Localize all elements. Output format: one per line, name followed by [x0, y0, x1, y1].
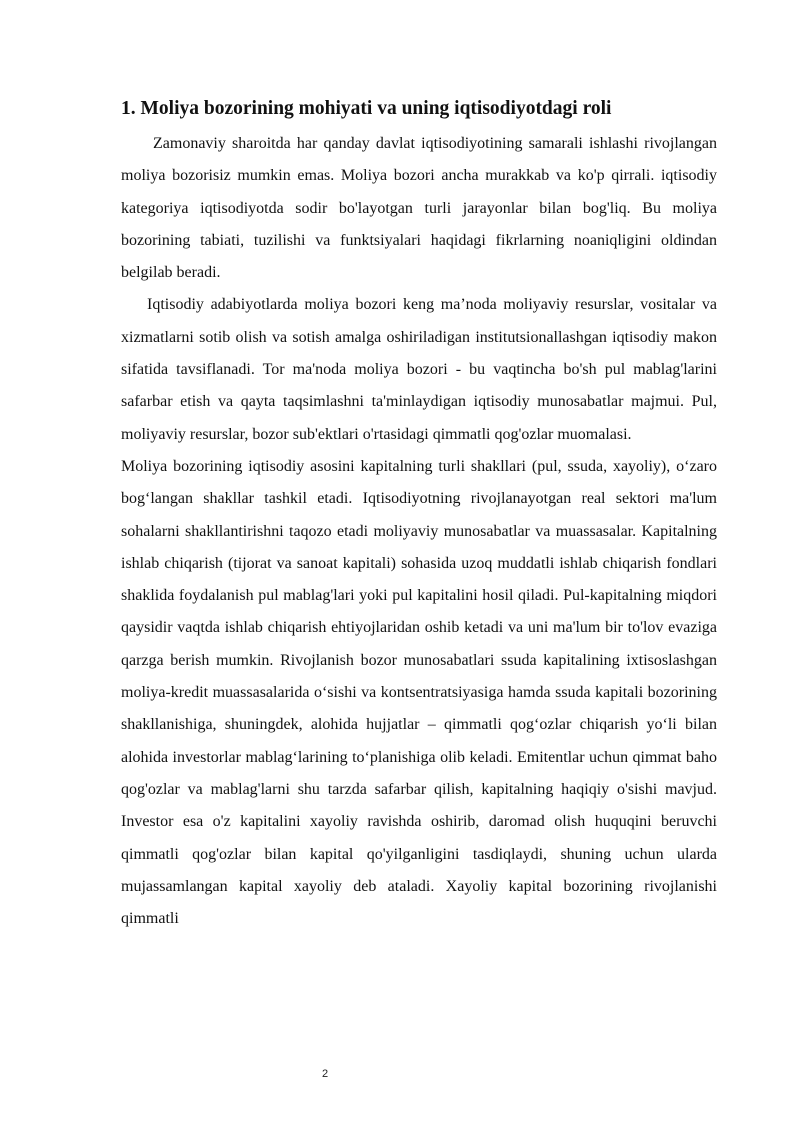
paragraph-intro: Zamonaviy sharoitda har qanday davlat iqtisodiyotining samarali ishlashi rivojlangan moliya bozorisiz mumkin emas. Moliya bozori ancha murakkab va ko'p qirrali. iqtisodiy kategoriya iqtisodiyotda sodir bo'layotgan turli jarayonlar bilan bog'liq. Bu moliya bozorining tabiati, tuzilishi va funktsiyalari haqidagi fikrlarning noaniqligini oldindan belgilab beradi.: [121, 135, 717, 282]
page-number: 2: [321, 1068, 329, 1080]
section-heading: 1. Moliya bozorining mohiyati va uning iqtisodiyotdagi roli: [121, 98, 612, 119]
document-body: [121, 96, 717, 935]
paragraph-definition: Iqtisodiy adabiyotlarda moliya bozori keng ma’noda moliyaviy resurslar, vositalar va xizmatlarni sotib olish va sotish amalga oshiriladigan institutsionallashgan iqtisodiy makon sifatida tavsiflanadi. Tor ma'noda moliya bozori - bu vaqtincha bo'sh pul mablag'larini safarbar etish va qayta taqsimlashni ta'minlaydigan iqtisodiy munosabatlar majmui. Pul, moliyaviy resurslar, bozor sub'ektlari o'rtasidagi qimmatli qog'ozlar muomalasi.: [121, 296, 717, 443]
paragraph-capital: Moliya bozorining iqtisodiy asosini kapitalning turli shakllari (pul, ssuda, xayoliy), o‘zaro bog‘langan shakllar tashkil etadi. Iqtisodiyotning rivojlanayotgan real sektori ma'lum sohalarni shakllantirishni taqozo etadi moliyaviy munosabatlar va muassasalar. Kapitalning ishlab chiqarish (tijorat va sanoat kapitali) sohasida uzoq muddatli ishlab chiqarish fondlari shaklida foydalanish pul mablag'lari yoki pul kapitalini hosil qiladi. Pul-kapitalning miqdori qaysidir vaqtda ishlab chiqarish ehtiyojlaridan oshib ketadi va uni ma'lum bir to'lov evaziga qarzga berish mumkin. Rivojlanish bozor munosabatlari ssuda kapitalining ixtisoslashgan moliya-kredit muassasalarida o‘sishi va kontsentratsiyasiga hamda ssuda kapitali bozorining shakllanishiga, shuningdek, alohida hujjatlar – qimmatli qog‘ozlar chiqarish yo‘li bilan alohida investorlar mablag‘larining to‘planishiga olib keladi. Emitentlar uchun qimmat baho qog'ozlar va mablag'larni shu tarzda safarbar qilish, kapitalning haqiqiy o'sishi mavjud. Investor esa o'z kapitalini xayoliy ravishda oshirib, daromad olish huquqini beruvchi qimmatli qog'ozlar bilan kapital qo'yilganligini tasdiqlaydi, shuning uchun ularda mujassamlangan kapital xayoliy deb ataladi. Xayoliy kapital bozorining rivojlanishi qimmatli: [121, 457, 717, 928]
